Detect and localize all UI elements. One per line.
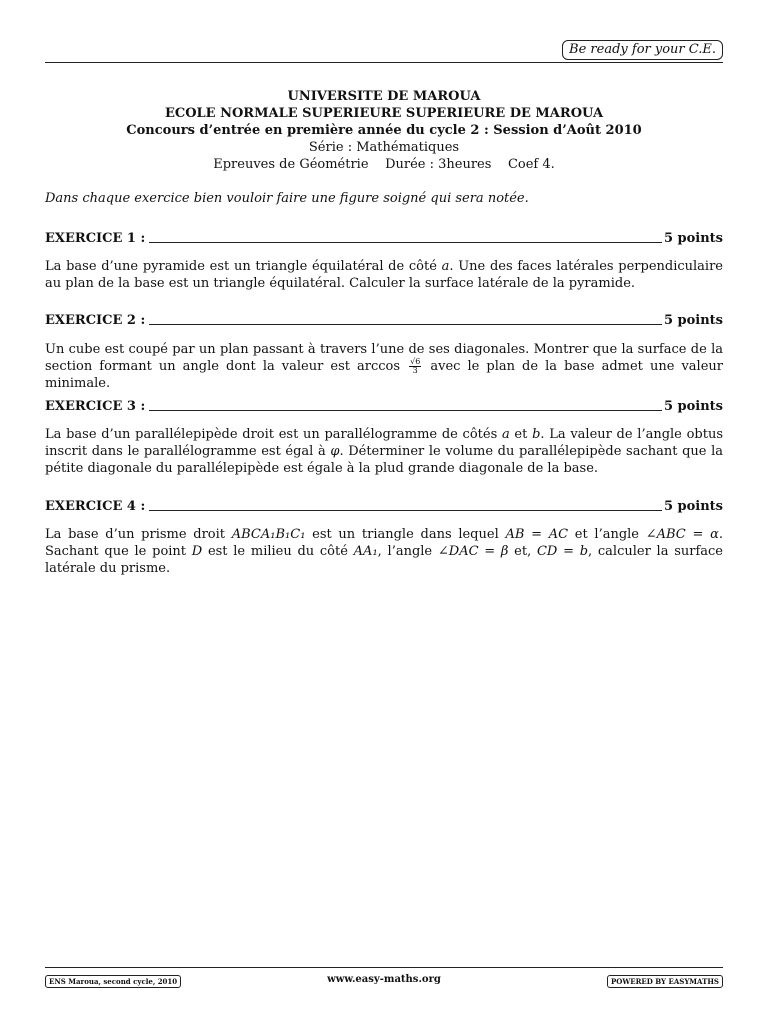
top-rule <box>45 62 723 63</box>
footer-left-tag: ENS Maroua, second cycle, 2010 <box>45 975 181 988</box>
exercise-2-header <box>45 312 723 328</box>
exercise-label: EXERCICE 1 : <box>45 231 146 246</box>
series: Série : Mathématiques <box>308 140 460 155</box>
exercise-points: 5 points <box>663 313 723 328</box>
exercise-2-text: Un cube est coupé par un plan passant à travers l’une de ses diagonales. Montrer que la surface de la section formant un angle dont la valeur est arccos $\frac{√6}{3}$ avec le plan de la base admet une valeur minimale. <box>45 342 723 391</box>
exam-info <box>45 156 723 173</box>
coef: Coef 4. <box>507 157 555 172</box>
exercise-label: EXERCICE 3 : <box>45 399 146 414</box>
exercise-1-header <box>45 230 723 246</box>
exercise-label: EXERCICE 4 : <box>45 499 146 514</box>
exercise-4-text: La base d’un prisme droit ABCA₁B₁C₁ est un triangle dans lequel AB = AC et l’angle ∠ABC = α. Sachant que le point D est le milieu du côté AA₁, l’angle ∠DAC = β et, CD = b, calculer la surface latérale du prisme. <box>45 527 723 576</box>
exercise-3-header <box>45 398 723 414</box>
exercise-label: EXERCICE 2 : <box>45 313 146 328</box>
intro-instruction: Dans chaque exercice bien vouloir faire une figure soigné qui sera notée. <box>45 191 529 206</box>
epreuve: Epreuves de Géométrie <box>213 157 369 172</box>
school-name: ECOLE NORMALE SUPERIEURE SUPERIEURE DE MAROUA <box>164 106 604 121</box>
exercise-header-rule <box>149 410 662 411</box>
exercise-3-text: La base d’un parallélepipède droit est un parallélogramme de côtés a et b. La valeur de l’angle obtus inscrit dans le parallélogramme est égal à φ. Déterminer le volume du parallélepipède sachant que la pétite diagonale du parallélepipède est égale à la plud grande diagonale de la base. <box>45 427 723 476</box>
exercise-4-header <box>45 498 723 514</box>
footer-website: www.easy-maths.org <box>327 974 441 985</box>
footer-right-tag: POWERED BY EASYMATHS <box>607 975 723 988</box>
fraction: $\frac{√6}{3}$ <box>410 357 421 375</box>
contest-title: Concours d’entrée en première année du cycle 2 : Session d’Août 2010 <box>126 123 642 138</box>
header-tag: Be ready for your C.E. <box>562 40 723 60</box>
exercise-1-text: La base d’une pyramide est un triangle équilatéral de côté a. Une des faces latérales perpendiculaire au plan de la base est un triangle équilatéral. Calculer la surface latérale de la pyramide. <box>45 259 723 291</box>
exercise-points: 5 points <box>663 231 723 246</box>
bottom-rule <box>45 967 723 968</box>
exercise-header-rule <box>149 510 662 511</box>
university-name: UNIVERSITE DE MAROUA <box>287 89 481 104</box>
duration: Durée : 3heures <box>385 157 492 172</box>
exercise-points: 5 points <box>663 399 723 414</box>
title-block <box>45 88 723 173</box>
exercise-header-rule <box>149 324 662 325</box>
exercise-points: 5 points <box>663 499 723 514</box>
exercise-header-rule <box>149 242 662 243</box>
